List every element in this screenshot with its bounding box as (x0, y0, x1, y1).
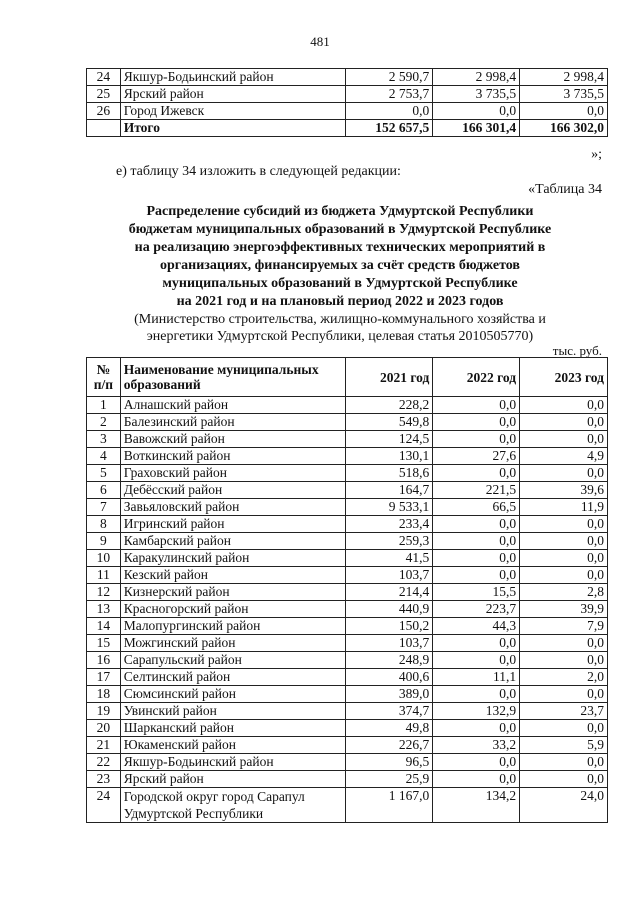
title-line: организациях, финансируемых за счёт средств бюджетов (159, 258, 520, 273)
row-number: 20 (87, 720, 121, 737)
table-row (87, 103, 608, 120)
row-name: Селтинский район (120, 669, 346, 686)
row-value-2021: 440,9 (346, 601, 433, 618)
row-value-2021: 389,0 (346, 686, 433, 703)
table-row (87, 584, 608, 601)
row-value-2023: 11,9 (520, 499, 608, 516)
row-number: 26 (87, 103, 121, 120)
row-value-2021: 96,5 (346, 754, 433, 771)
row-value-2023: 0,0 (520, 686, 608, 703)
table-subtitle (60, 311, 620, 345)
row-value-2023: 0,0 (520, 533, 608, 550)
row-number: 21 (87, 737, 121, 754)
row-value-2022: 0,0 (433, 516, 520, 533)
row-value-2022: 44,3 (433, 618, 520, 635)
row-value-2021: 25,9 (346, 771, 433, 788)
row-name: Шарканский район (120, 720, 346, 737)
header-2021: 2021 год (346, 358, 433, 397)
row-name: Завьяловский район (120, 499, 346, 516)
row-value-2023: 0,0 (520, 103, 608, 120)
continuation-table (86, 68, 608, 137)
row-value-2021: 2 590,7 (346, 69, 433, 86)
row-value-2023: 0,0 (520, 431, 608, 448)
row-number: 15 (87, 635, 121, 652)
table-row (87, 720, 608, 737)
table-row (87, 516, 608, 533)
row-number: 10 (87, 550, 121, 567)
table-row (87, 86, 608, 103)
row-value-2021: 9 533,1 (346, 499, 433, 516)
subtitle-line: (Министерство строительства, жилищно-коммунального хозяйства и (134, 312, 546, 327)
row-value-2021: 124,5 (346, 431, 433, 448)
row-value-2022: 0,0 (433, 533, 520, 550)
table-row (87, 414, 608, 431)
row-value-2023: 0,0 (520, 550, 608, 567)
total-number-cell (87, 120, 121, 137)
row-value-2022: 0,0 (433, 397, 520, 414)
row-value-2022: 0,0 (433, 686, 520, 703)
row-number: 17 (87, 669, 121, 686)
row-value-2023: 0,0 (520, 771, 608, 788)
row-name: Алнашский район (120, 397, 346, 414)
row-value-2023: 7,9 (520, 618, 608, 635)
row-value-2022: 11,1 (433, 669, 520, 686)
row-value-2023: 0,0 (520, 516, 608, 533)
row-number: 16 (87, 652, 121, 669)
table-row (87, 635, 608, 652)
quote-end: »; (591, 147, 602, 162)
row-number: 8 (87, 516, 121, 533)
row-value-2021: 518,6 (346, 465, 433, 482)
row-number: 4 (87, 448, 121, 465)
total-value-2023: 166 302,0 (520, 120, 608, 137)
row-number: 6 (87, 482, 121, 499)
title-line: на реализацию энергоэффективных технических мероприятий в (134, 240, 546, 255)
table-body (87, 397, 608, 788)
row-value-2021: 150,2 (346, 618, 433, 635)
row-value-2021: 103,7 (346, 635, 433, 652)
row-value-2021: 259,3 (346, 533, 433, 550)
row-value-2022: 132,9 (433, 703, 520, 720)
row-value-2023: 2,8 (520, 584, 608, 601)
row-value-2021: 49,8 (346, 720, 433, 737)
row-name: Юкаменский район (120, 737, 346, 754)
row-name: Камбарский район (120, 533, 346, 550)
row-number: 22 (87, 754, 121, 771)
table-row (87, 69, 608, 86)
row-value-2023: 0,0 (520, 754, 608, 771)
row-value-2023: 0,0 (520, 720, 608, 737)
table-row (87, 771, 608, 788)
row-value-2021: 214,4 (346, 584, 433, 601)
total-value-2022: 166 301,4 (433, 120, 520, 137)
row-value-2022: 0,0 (433, 635, 520, 652)
row-value-2021: 164,7 (346, 482, 433, 499)
row-value-2023: 0,0 (520, 397, 608, 414)
row-value-2022: 0,0 (433, 754, 520, 771)
row-value-2022: 0,0 (433, 652, 520, 669)
table-row (87, 448, 608, 465)
total-row (87, 120, 608, 137)
row-value-2022: 0,0 (433, 720, 520, 737)
row-value-2023: 2 998,4 (520, 69, 608, 86)
row-value-2021: 228,2 (346, 397, 433, 414)
row-value-2022: 66,5 (433, 499, 520, 516)
title-line: Распределение субсидий из бюджета Удмуртской Республики (146, 204, 534, 219)
table-row (87, 788, 608, 823)
row-number: 1 (87, 397, 121, 414)
row-value-2022: 134,2 (433, 788, 520, 823)
row-value-2023: 23,7 (520, 703, 608, 720)
row-name: Сюмсинский район (120, 686, 346, 703)
row-value-2021: 130,1 (346, 448, 433, 465)
row-value-2021: 1 167,0 (346, 788, 433, 823)
table-row (87, 482, 608, 499)
table-row (87, 533, 608, 550)
row-number: 25 (87, 86, 121, 103)
table-row (87, 601, 608, 618)
row-value-2022: 223,7 (433, 601, 520, 618)
row-name: Каракулинский район (120, 550, 346, 567)
row-number: 3 (87, 431, 121, 448)
row-name: Красногорский район (120, 601, 346, 618)
row-number: 11 (87, 567, 121, 584)
table-row (87, 431, 608, 448)
units-label: тыс. руб. (552, 343, 602, 358)
instruction-text: е) таблицу 34 изложить в следующей редакции: (116, 164, 401, 179)
row-value-2021: 374,7 (346, 703, 433, 720)
row-value-2022: 2 998,4 (433, 69, 520, 86)
subsidy-table (86, 357, 608, 823)
row-value-2023: 3 735,5 (520, 86, 608, 103)
row-value-2021: 0,0 (346, 103, 433, 120)
title-line: бюджетам муниципальных образований в Удмуртской Республике (128, 222, 552, 237)
row-name: Малопургинский район (120, 618, 346, 635)
row-name: Городской округ город Сарапул Удмуртской Республики (120, 788, 346, 823)
row-number: 23 (87, 771, 121, 788)
row-value-2023: 24,0 (520, 788, 608, 823)
row-number: 19 (87, 703, 121, 720)
row-value-2022: 0,0 (433, 550, 520, 567)
table-title (60, 203, 620, 311)
row-value-2023: 4,9 (520, 448, 608, 465)
row-name: Балезинский район (120, 414, 346, 431)
table-label: «Таблица 34 (528, 182, 602, 197)
row-name: Воткинский район (120, 448, 346, 465)
row-number: 5 (87, 465, 121, 482)
row-name: Якшур-Бодьинский район (120, 754, 346, 771)
row-number: 7 (87, 499, 121, 516)
total-value-2021: 152 657,5 (346, 120, 433, 137)
row-name: Город Ижевск (120, 103, 346, 120)
row-name: Граховский район (120, 465, 346, 482)
row-number: 13 (87, 601, 121, 618)
subtitle-line: энергетики Удмуртской Республики, целевая статья 2010505770) (146, 329, 534, 344)
row-name: Кизнерский район (120, 584, 346, 601)
row-value-2023: 0,0 (520, 465, 608, 482)
row-value-2022: 3 735,5 (433, 86, 520, 103)
row-value-2023: 0,0 (520, 414, 608, 431)
total-label: Итого (120, 120, 346, 137)
row-value-2023: 5,9 (520, 737, 608, 754)
row-name: Кезский район (120, 567, 346, 584)
table-header-row (87, 358, 608, 397)
row-name: Можгинский район (120, 635, 346, 652)
table-row (87, 618, 608, 635)
table-row (87, 737, 608, 754)
row-value-2022: 0,0 (433, 414, 520, 431)
title-line: муниципальных образований в Удмуртской Республике (162, 276, 518, 291)
header-2022: 2022 год (433, 358, 520, 397)
row-value-2021: 400,6 (346, 669, 433, 686)
row-number: 24 (87, 788, 121, 823)
table-row (87, 686, 608, 703)
table-row (87, 499, 608, 516)
row-value-2023: 39,9 (520, 601, 608, 618)
row-value-2022: 33,2 (433, 737, 520, 754)
row-value-2021: 103,7 (346, 567, 433, 584)
row-name: Увинский район (120, 703, 346, 720)
row-name: Якшур-Бодьинский район (120, 69, 346, 86)
table-row (87, 652, 608, 669)
row-value-2022: 221,5 (433, 482, 520, 499)
row-value-2022: 27,6 (433, 448, 520, 465)
row-value-2022: 0,0 (433, 103, 520, 120)
table-row (87, 703, 608, 720)
table-row (87, 669, 608, 686)
table-row (87, 567, 608, 584)
row-value-2023: 0,0 (520, 652, 608, 669)
title-line: на 2021 год и на плановый период 2022 и 2023 годов (176, 294, 504, 309)
table-row (87, 550, 608, 567)
header-number: № п/п (87, 358, 121, 397)
row-number: 2 (87, 414, 121, 431)
row-value-2021: 41,5 (346, 550, 433, 567)
row-value-2021: 549,8 (346, 414, 433, 431)
row-value-2023: 0,0 (520, 567, 608, 584)
header-2023: 2023 год (520, 358, 608, 397)
row-name: Дебёсский район (120, 482, 346, 499)
row-name: Игринский район (120, 516, 346, 533)
row-number: 18 (87, 686, 121, 703)
row-value-2021: 248,9 (346, 652, 433, 669)
row-value-2022: 0,0 (433, 465, 520, 482)
header-name: Наименование муниципальных образований (120, 358, 346, 397)
row-number: 12 (87, 584, 121, 601)
row-name: Ярский район (120, 771, 346, 788)
row-name: Вавожский район (120, 431, 346, 448)
row-value-2023: 2,0 (520, 669, 608, 686)
table-row (87, 397, 608, 414)
row-value-2022: 0,0 (433, 431, 520, 448)
row-number: 9 (87, 533, 121, 550)
row-number: 14 (87, 618, 121, 635)
row-value-2023: 0,0 (520, 635, 608, 652)
row-value-2021: 2 753,7 (346, 86, 433, 103)
row-value-2021: 226,7 (346, 737, 433, 754)
row-name: Сарапульский район (120, 652, 346, 669)
row-value-2022: 0,0 (433, 771, 520, 788)
row-value-2022: 0,0 (433, 567, 520, 584)
table-row (87, 465, 608, 482)
page-number: 481 (310, 34, 330, 49)
row-number: 24 (87, 69, 121, 86)
row-value-2023: 39,6 (520, 482, 608, 499)
table-row (87, 754, 608, 771)
row-name: Ярский район (120, 86, 346, 103)
row-value-2021: 233,4 (346, 516, 433, 533)
row-value-2022: 15,5 (433, 584, 520, 601)
